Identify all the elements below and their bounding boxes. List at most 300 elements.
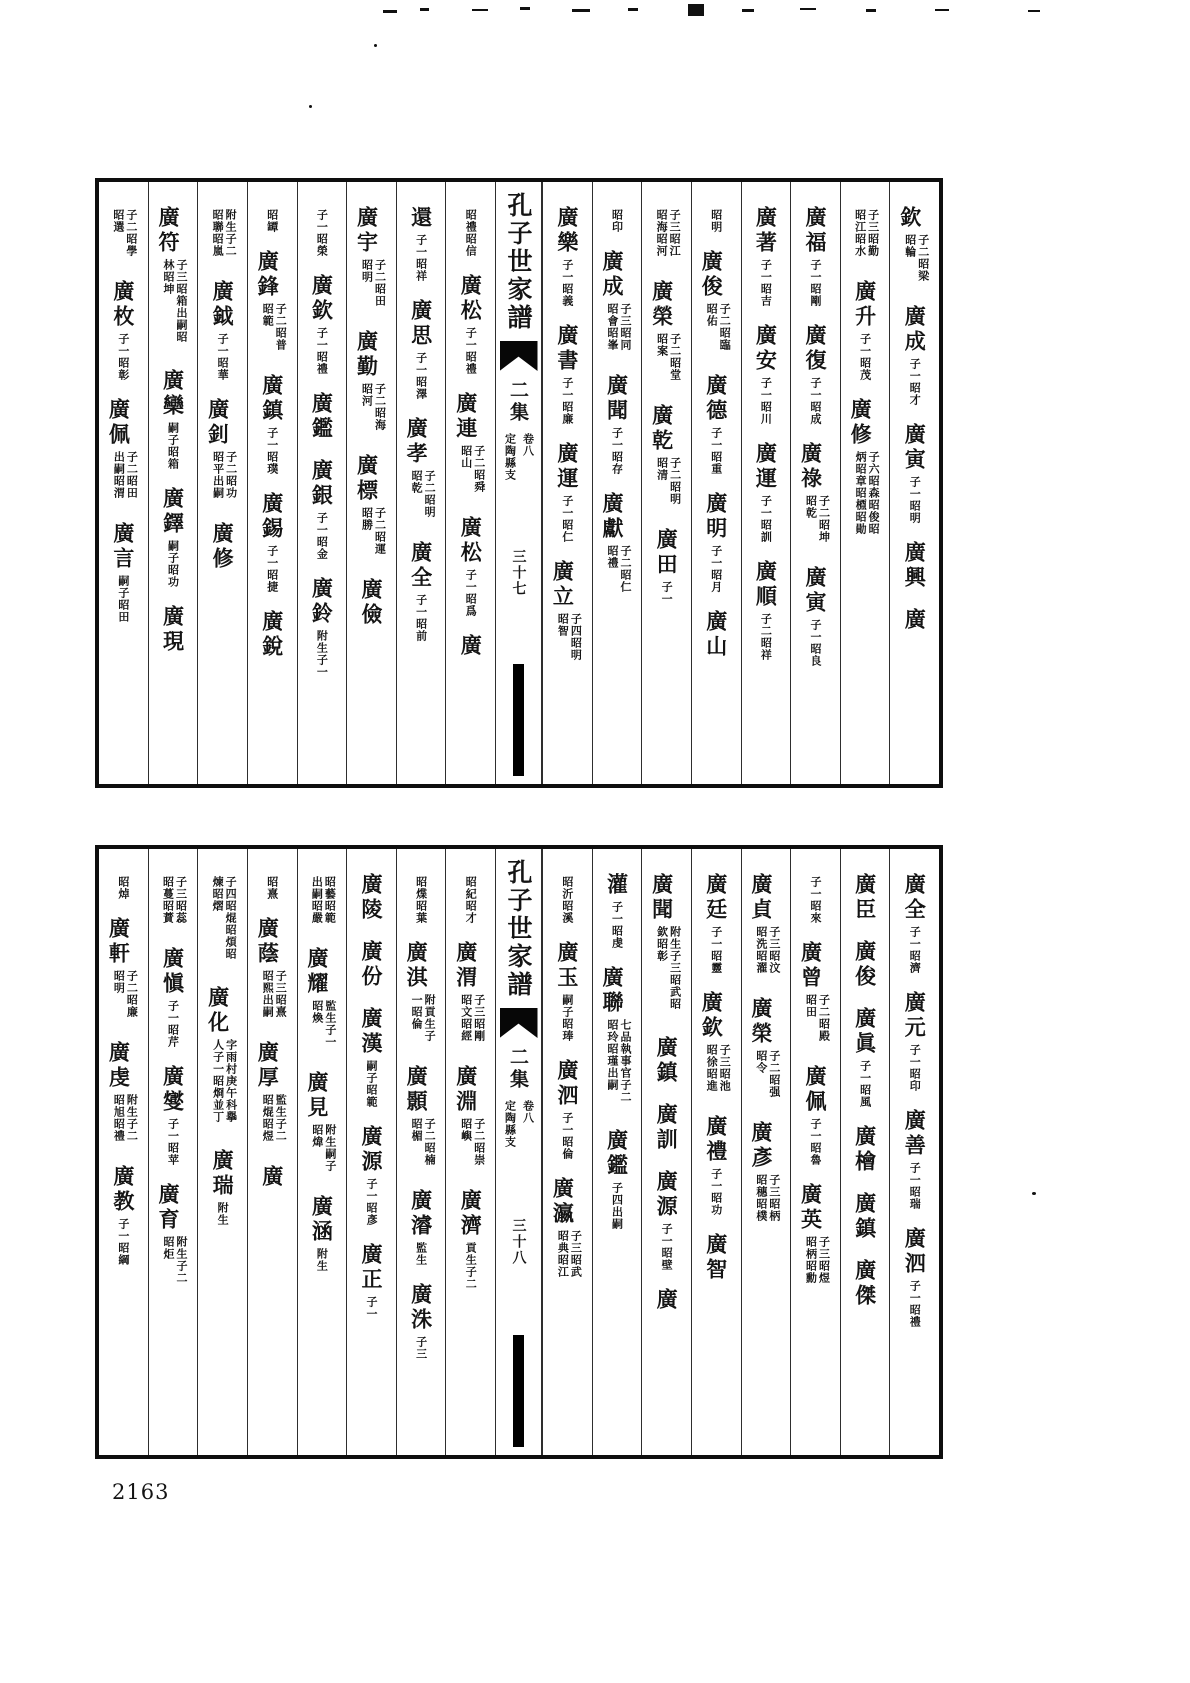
person-name: 廣符 [155,206,181,256]
person-entry [897,206,930,288]
genealogy-column [542,182,592,784]
genealogy-column [741,182,791,784]
person-name: 廣鉞 [210,280,236,330]
scan-noise-mark [935,9,949,11]
descendants-note: 昭焯 [116,876,130,900]
descendants-note: 子四出嗣 [610,1182,624,1230]
person-entry [160,487,186,588]
descendants-note: 子一昭剛 [808,259,822,307]
person-name: 廣儉 [358,578,384,628]
descendants-note: 子三昭熹昭熙出嗣 [261,970,288,1018]
descendants-note: 昭禮昭信 [464,209,478,257]
person-entry [802,206,828,307]
scan-noise-speck [374,44,377,47]
descendants-note: 子二昭海昭河 [360,383,387,431]
descendants-note: 昭罈 [265,209,279,233]
person-name: 廣山 [703,610,729,660]
person-name: 廣興 [902,541,928,591]
person-name: 廣鎮 [654,1036,680,1086]
person-name: 廣禮 [703,1115,729,1165]
fishtail-mark-icon [500,1008,538,1038]
person-name: 廣松 [458,516,484,566]
folio-number: 三十八 [510,1217,527,1266]
person-entry [902,541,928,591]
person-name: 廣 [902,608,928,633]
descendants-note: 七品執事官子二昭玲昭瑾出嗣 [605,1019,632,1103]
person-entry [257,250,287,357]
volume-label: 卷八 [521,433,535,457]
person-name: 廣勤 [354,330,380,380]
person-name: 廣宇 [354,206,380,256]
person-entry [902,1227,928,1328]
descendants-note: 子一昭重 [709,427,723,475]
descendants-note: 子一昭芹 [166,1000,180,1048]
genealogy-column [247,849,297,1455]
descendants-note: 子一昭苹 [166,1118,180,1166]
descendants-note: 子三 [414,1336,428,1360]
person-entry [309,459,335,560]
person-name: 廣淇 [404,941,430,991]
genealogy-column [445,182,495,784]
descendants-note: 附生子二昭炬 [161,1236,188,1284]
descendants-note: 子一昭訓 [759,495,773,543]
person-entry [554,1059,580,1160]
person-entry [599,966,632,1112]
person-entry [358,578,384,628]
genealogy-title: 孔子世家譜 [504,859,533,999]
descendants-note: 子二昭田昭明 [360,259,387,307]
descendants-note: 子二昭殿昭田 [804,994,831,1042]
descendants-note: 子二昭運昭勝 [360,507,387,555]
person-entry [205,398,238,505]
person-name: 廣標 [354,454,380,504]
person-entry [109,206,138,263]
person-entry [800,941,830,1048]
genealogy-column [542,849,592,1455]
descendants-note: 子二昭普昭範 [261,303,288,351]
person-entry [802,566,828,667]
descendants-note: 子一昭茂 [858,333,872,381]
person-name: 廣檜 [852,1125,878,1175]
title-column [495,182,542,784]
person-name: 廣全 [408,541,434,591]
person-entry [851,206,880,263]
person-name: 廣成 [599,250,625,300]
descendants-note: 昭煠昭葉 [414,876,428,924]
person-entry [599,492,632,599]
person-entry [155,1183,188,1290]
person-name: 還 [408,206,434,231]
person-name: 廣運 [554,442,580,492]
person-entry [458,516,484,617]
genealogy-column [641,182,691,784]
person-name: 廣鎮 [852,1192,878,1242]
descendants-note: 子三昭汶昭洗昭濯 [754,926,781,974]
descendants-note: 子二昭祥 [759,613,773,661]
person-name: 廣運 [753,442,779,492]
person-name: 廣欽 [309,274,335,324]
person-name: 廣獻 [599,492,625,542]
person-name: 廣泗 [902,1227,928,1277]
descendants-note: 子一昭月 [709,545,723,593]
genealogy-column [691,849,741,1455]
person-name: 廣聞 [604,374,630,424]
descendants-note: 子三昭同昭會昭峯 [605,303,632,351]
person-name: 廣善 [902,1109,928,1159]
person-name: 廣見 [304,1071,330,1121]
scan-noise-blob [688,4,704,16]
person-entry [800,1183,830,1290]
person-entry [852,1259,878,1309]
genealogy-column [99,182,148,784]
descendants-note: 子一昭彥 [364,1178,378,1226]
descendants-note: 子一昭澤 [414,352,428,400]
person-entry [158,873,187,930]
person-name: 廣臣 [852,873,878,923]
person-entry [108,917,138,1024]
descendants-note: 子一昭虔 [610,901,624,949]
person-name: 廣復 [802,324,828,374]
person-entry [408,1189,434,1266]
person-entry [309,1195,335,1272]
person-name: 廣佩 [106,398,132,448]
person-entry [852,873,878,923]
descendants-note: 子一昭禮 [908,1280,922,1328]
descendants-note: 子三昭勤昭江昭水 [853,209,880,257]
descendants-note: 子一昭禮 [315,327,329,375]
person-entry [304,1071,337,1178]
person-entry [263,206,282,233]
descendants-note: 子二昭廉昭明 [112,970,139,1018]
title-column [495,849,542,1455]
descendants-note: 子三昭柄昭穗昭樸 [754,1174,781,1222]
person-entry [703,1233,729,1283]
person-entry [558,873,577,924]
person-entry [607,206,626,233]
person-entry [554,442,580,543]
descendants-note: 子三昭剛昭文昭經 [459,994,486,1042]
person-name: 廣化 [205,986,231,1036]
scan-noise-speck [1032,1192,1036,1195]
scan-noise-mark [520,7,530,10]
genealogy-column [445,849,495,1455]
descendants-note: 子一昭彰 [116,333,130,381]
descendants-note: 子二昭舜昭山 [459,445,486,493]
person-entry [356,206,386,313]
person-name: 廣祿 [798,442,824,492]
person-name: 廣全 [902,873,928,923]
person-entry [554,941,580,1042]
descendants-note: 子一昭前 [414,594,428,642]
person-name: 廣耀 [304,947,330,997]
person-name: 廣 [654,1288,680,1313]
person-entry [701,250,731,357]
person-entry [703,873,729,974]
person-entry [654,1288,680,1313]
person-entry [748,1121,781,1228]
genealogy-column [592,182,642,784]
genealogy-column [148,849,198,1455]
person-entry [703,610,729,660]
genealogy-column [99,849,148,1455]
person-entry [703,374,729,475]
person-entry [259,374,285,475]
descendants-note: 子一昭倫 [560,1112,574,1160]
person-name: 廣陵 [358,873,384,923]
descendants-note: 子三昭蕊昭蔓昭蕡 [161,876,188,924]
person-name: 廣思 [408,299,434,349]
person-entry [604,873,630,949]
descendants-note: 嗣子昭箱 [166,422,180,470]
person-entry [806,873,825,924]
person-name: 廣智 [703,1233,729,1283]
descendants-note: 子一昭濟 [908,926,922,974]
person-entry [453,1065,486,1172]
descendants-note: 附生 [315,1248,329,1272]
descendants-note: 嗣子昭功 [166,540,180,588]
descendants-note: 昭印 [610,209,624,233]
descendants-note: 子一昭爲 [464,569,478,617]
person-name: 廣榮 [748,997,774,1047]
person-name: 廣錫 [259,492,285,542]
person-entry [108,398,138,505]
person-entry [654,1170,680,1271]
person-name: 廣欒 [160,369,186,419]
descendants-note: 子一昭風 [858,1060,872,1108]
descendants-note: 昭沂昭溪 [560,876,574,924]
person-entry [453,392,486,499]
person-name: 廣愼 [160,947,186,997]
column-rule-bar [513,664,524,776]
person-entry [701,991,731,1098]
genealogy-column [396,849,446,1455]
person-name: 廣連 [453,392,479,442]
person-entry [358,940,384,990]
person-name: 廣田 [654,528,680,578]
person-name: 廣渭 [453,941,479,991]
person-name: 廣俊 [699,250,725,300]
descendants-note: 嗣子昭田 [116,575,130,623]
person-entry [703,1115,729,1216]
descendants-note: 子一昭川 [759,377,773,425]
person-name: 廣元 [902,991,928,1041]
person-entry [902,991,928,1092]
person-entry [604,1129,630,1230]
descendants-note: 附生子三昭武昭欽昭彰 [655,926,682,1010]
person-name: 廣銳 [259,610,285,660]
scan-noise-mark [628,8,638,11]
descendants-note: 監生子二昭焜昭煜 [261,1094,288,1142]
person-name: 廣英 [798,1183,824,1233]
genealogy-column [197,182,247,784]
person-entry [259,610,285,660]
descendants-note: 子一昭功 [709,1168,723,1216]
descendants-note: 子六昭森昭俊昭炳昭章昭槱昭勛 [854,451,881,535]
person-name: 廣淵 [453,1065,479,1115]
person-name: 廣書 [554,324,580,374]
person-name: 廣現 [160,605,186,655]
person-name: 廣聞 [649,873,675,923]
person-entry [408,299,434,400]
person-entry [358,1007,384,1108]
person-entry [654,1103,680,1153]
descendants-note: 子一昭成 [808,377,822,425]
descendants-note: 子二昭明昭乾 [410,470,437,518]
genealogy-column [741,849,791,1455]
person-name: 廣蔭 [255,917,281,967]
person-name: 廣銀 [309,459,335,509]
descendants-note: 子二昭楠昭楣 [410,1118,437,1166]
person-name: 廣欽 [699,991,725,1041]
genealogy-column [790,849,840,1455]
person-entry [703,492,729,593]
descendants-note: 昭明 [709,209,723,233]
person-name: 廣軒 [106,917,132,967]
descendants-note: 子一昭綱 [116,1218,130,1266]
descendants-note: 附貢生子一昭倫 [410,994,437,1042]
descendants-note: 子一 [660,581,674,605]
descendants-note: 子三昭煜昭柄昭勳 [804,1236,831,1284]
scan-noise-mark [420,8,429,11]
descendants-note: 監生子一昭煥 [310,1000,337,1048]
person-name: 廣厚 [255,1041,281,1091]
descendants-note: 子二昭坤昭乾 [804,495,831,543]
genealogy-column [790,182,840,784]
person-entry [259,1165,285,1190]
person-name: 廣樂 [554,206,580,256]
person-name: 廣份 [358,940,384,990]
person-entry [160,947,186,1048]
person-entry [852,940,878,990]
person-name: 廣瑞 [210,1149,236,1199]
person-entry [110,1165,136,1266]
person-name: 廣彥 [748,1121,774,1171]
person-name: 廣正 [358,1243,384,1293]
descendants-note: 子一昭明 [908,476,922,524]
person-entry [408,541,434,642]
descendants-note: 子一昭義 [560,259,574,307]
descendants-note: 子二昭崇昭嶼 [459,1118,486,1166]
person-name: 廣順 [753,560,779,610]
person-entry [257,1041,287,1148]
person-entry [649,404,682,511]
person-name: 廣言 [110,522,136,572]
person-entry [902,423,928,524]
person-entry [852,1007,878,1108]
person-name: 廣寅 [902,423,928,473]
person-entry [599,250,632,357]
scan-noise-mark [866,9,876,12]
person-name: 欽 [897,206,923,231]
person-entry [358,1243,384,1320]
person-entry [654,528,680,605]
person-name: 廣鎮 [259,374,285,424]
genealogy-title: 孔子世家譜 [504,192,533,332]
genealogy-column [346,182,396,784]
person-entry [108,1041,138,1148]
descendants-note: 監生 [414,1242,428,1266]
descendants-note: 子一昭良 [808,619,822,667]
descendants-note: 子三昭武昭典昭江 [556,1230,583,1278]
person-name: 廣訓 [654,1103,680,1153]
person-entry [110,522,136,623]
genealogy-column [840,849,890,1455]
person-entry [114,873,133,900]
fishtail-mark-icon [500,341,538,371]
descendants-note: 子一昭存 [610,427,624,475]
column-rule-bar [513,1335,524,1447]
person-name: 廣榮 [649,280,675,330]
person-entry [458,1189,484,1290]
person-entry [356,454,386,561]
person-name: 廣 [458,634,484,659]
descendants-note: 子二昭堂昭案 [655,333,682,381]
person-name: 廣曾 [798,941,824,991]
descendants-note: 子一 [364,1296,378,1320]
person-name: 廣立 [550,560,576,610]
person-name: 廣傑 [852,1259,878,1309]
collection-label: 二集 [507,1047,529,1091]
volume-branch-row [502,1100,536,1148]
person-entry [852,1125,878,1175]
person-entry [852,1192,878,1242]
person-entry [707,206,726,233]
person-entry [461,873,480,924]
descendants-note: 子一昭魯 [808,1118,822,1166]
person-name: 廣玉 [554,941,580,991]
person-entry [753,206,779,307]
descendants-note: 附生子二昭聯昭嵐 [211,209,238,257]
descendants-note: 附生 [216,1202,230,1226]
descendants-note: 子一昭才 [908,358,922,406]
person-entry [458,634,484,659]
person-entry [312,206,331,257]
person-name: 廣虔 [106,1041,132,1091]
person-name: 廣德 [703,374,729,424]
descendants-note: 子二昭强昭令 [754,1050,781,1098]
person-name: 廣涵 [309,1195,335,1245]
branch-label: 定陶縣支 [503,1100,517,1148]
person-entry [406,1065,436,1172]
person-name: 廣鈴 [309,577,335,627]
descendants-note: 附生嗣子昭煒 [310,1124,337,1172]
person-name: 廣聯 [599,966,625,1016]
descendants-note: 子二昭功昭平出嗣 [211,451,238,499]
person-name: 廣著 [753,206,779,256]
descendants-note: 子一昭來 [808,876,822,924]
descendants-note: 嗣子昭範 [364,1060,378,1108]
person-entry [406,941,436,1048]
descendants-note: 字雨村庚午科擧人子一昭烱並丁 [211,1039,238,1123]
person-entry [461,206,480,257]
person-entry [205,986,238,1132]
descendants-note: 子一昭榮 [315,209,329,257]
person-entry [259,492,285,593]
descendants-note: 子四昭焜昭煩昭煉昭熠 [211,876,238,960]
person-entry [654,1036,680,1086]
person-entry [554,206,580,307]
person-name: 廣釗 [205,398,231,448]
person-entry [902,1109,928,1210]
descendants-note: 子一昭禮 [464,327,478,375]
person-name: 廣佩 [802,1065,828,1115]
person-name: 廣明 [703,492,729,542]
person-name: 廣松 [458,274,484,324]
descendants-note: 子一昭仁 [560,495,574,543]
page-frame-top-columns [99,182,939,784]
person-entry [902,873,928,974]
person-name: 廣乾 [649,404,675,454]
